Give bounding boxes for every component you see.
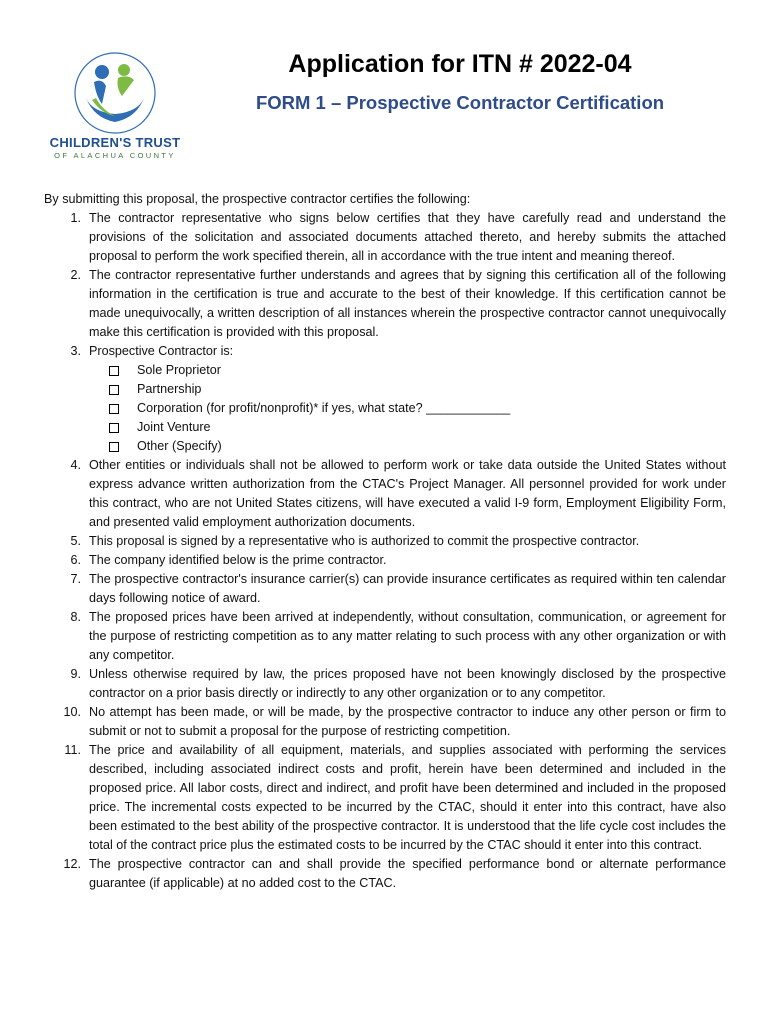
logo-org-county: OF ALACHUA COUNTY [54, 151, 176, 160]
list-item: 4. Other entities or individuals shall not be allowed to perform work or take data outside the United States without express advance written authorization from the CTAC's Project Manager. All personnel provided for work under this contract, who are not United States citizens, will have executed a valid I-9 form, Employment Eligibility Form, and presented valid employment authorization documents. [70, 458, 726, 529]
list-item: 8. The proposed prices have been arrived at independently, without consultation, communication, or agreement for the purpose of restricting competition as to any matter relating to such process with any other organization or with any competitor. [70, 610, 726, 662]
list-item: 12. The prospective contractor can and shall provide the specified performance bond or alternate performance guarantee (if applicable) at no added cost to the CTAC. [63, 857, 726, 890]
logo-org-name: CHILDREN'S TRUST [49, 135, 181, 150]
option-partnership[interactable]: Partnership [109, 380, 726, 399]
checkbox-icon[interactable] [109, 404, 119, 414]
page-title: Application for ITN # 2022-04 [288, 50, 632, 78]
checkbox-icon[interactable] [109, 366, 119, 376]
certification-body [44, 190, 726, 893]
list-item: 11. The price and availability of all equipment, materials, and supplies associated with performing the services described, including associated indirect costs and profit, herein have been determined and included in the proposed price. All labor costs, direct and indirect, and profit have been determined and included in the proposed price. The incremental costs expected to be incurred by the CTAC, should it enter into this contract, have also been estimated to the best ability of the prospective contractor. It is understood that the life cycle cost includes the total of the contract price plus the estimated costs to be incurred by the CTAC should it enter into this contract. [64, 743, 726, 852]
option-other[interactable]: Other (Specify) [109, 437, 726, 456]
checkbox-icon[interactable] [109, 423, 119, 433]
childrens-trust-logo [40, 52, 190, 164]
list-item: 1. The contractor representative who signs below certifies that they have carefully read and understand the provisions of the solicitation and associated documents attached thereto, and hereby submits the attached proposal to perform the work specified therein, all in accordance with the true intent and meaning thereof. [70, 211, 726, 263]
certification-list [44, 209, 726, 893]
list-item: 2. The contractor representative further understands and agrees that by signing this certification all of the following information in the certification is true and accurate to the best of their knowledge. If this certification cannot be made unequivocally, a written description of all instances wherein the prospective contractor cannot unequivocally make this certification is provided with this proposal. [70, 268, 726, 339]
checkbox-icon[interactable] [109, 385, 119, 395]
list-item: 7. The prospective contractor's insurance carrier(s) can provide insurance certificates as required within ten calendar days following notice of award. [70, 572, 726, 605]
option-joint-venture[interactable]: Joint Venture [109, 418, 726, 437]
list-item: 6. The company identified below is the prime contractor. [70, 553, 387, 567]
option-sole-proprietor[interactable]: Sole Proprietor [109, 361, 726, 380]
contractor-type-options [89, 361, 726, 456]
intro-text: By submitting this proposal, the prospective contractor certifies the following: [44, 192, 471, 206]
list-item: 5. This proposal is signed by a representative who is authorized to commit the prospective contractor. [70, 534, 640, 548]
list-item: 9. Unless otherwise required by law, the prices proposed have not been knowingly disclosed by the prospective contractor on a prior basis directly or indirectly to any other organization or to any competitor. [70, 667, 726, 700]
option-corporation[interactable]: Corporation (for profit/nonprofit)* if yes, what state? ____________ [109, 399, 726, 418]
list-item: 3. Prospective Contractor is: Sole Proprietor Partnership Corporation (for profit/nonprofit)* if yes, what state? ____________ Joint Venture Other (Specify) [44, 342, 726, 456]
logo-emblem-icon [72, 52, 158, 134]
form-subtitle: FORM 1 – Prospective Contractor Certification [255, 92, 665, 113]
checkbox-icon[interactable] [109, 442, 119, 452]
list-item: 10. No attempt has been made, or will be made, by the prospective contractor to induce any other person or firm to submit or not to submit a proposal for the purpose of restricting competition. [63, 705, 726, 738]
